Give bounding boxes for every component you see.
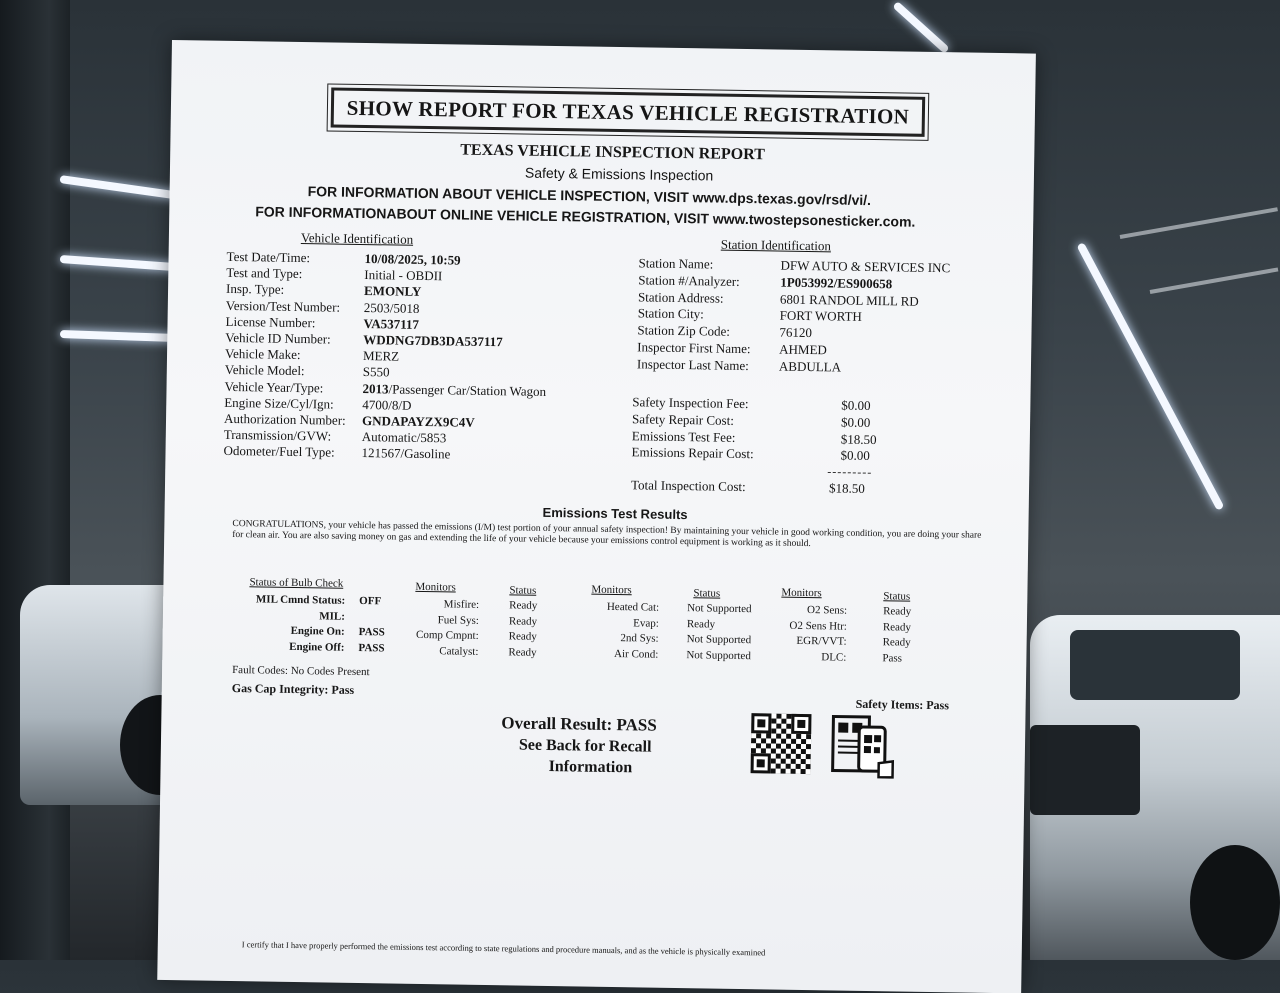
- monitor-status: Not Supported: [687, 602, 752, 615]
- monitor-name: O2 Sens Htr:: [763, 619, 847, 632]
- bulb-check-value: PASS: [359, 626, 385, 638]
- station-field-value: ABDULLA: [779, 358, 841, 375]
- vehicle-field-value: 2503/5018: [364, 300, 420, 317]
- fee-label: Safety Repair Cost:: [632, 411, 734, 429]
- car-tire: [1190, 845, 1280, 960]
- monitor-name: 2nd Sys:: [573, 631, 659, 644]
- emissions-heading: Emissions Test Results: [543, 505, 688, 522]
- vehicle-field-value: VA537117: [363, 316, 419, 333]
- monitor-status: Not Supported: [687, 633, 752, 646]
- fee-value: $0.00: [841, 398, 870, 414]
- recall-line-2: Information: [548, 758, 632, 777]
- monitor-name: Heated Cat:: [573, 600, 659, 613]
- visit-line-1: FOR INFORMATION ABOUT VEHICLE INSPECTION, VISIT www.dps.texas.gov/rsd/vi/.: [308, 183, 872, 208]
- vehicle-field-label: Transmission/GVW:: [224, 427, 332, 445]
- bulb-check-label: MIL:: [241, 609, 345, 623]
- station-field-value: DFW AUTO & SERVICES INC: [780, 258, 950, 277]
- monitor-status: Ready: [883, 636, 911, 648]
- report-banner: SHOW REPORT FOR TEXAS VEHICLE REGISTRATION: [331, 88, 926, 137]
- vehicle-field-value: Initial - OBDII: [364, 267, 442, 284]
- monitor-name: Misfire:: [397, 598, 479, 611]
- vehicle-field-label: License Number:: [225, 314, 315, 331]
- status-header: Status: [509, 584, 536, 596]
- certification-footer: I certify that I have properly performed the emissions test according to state regulations and procedure manuals, and as the vehicle is physically examined: [242, 939, 766, 957]
- vehicle-field-value: 121567/Gasoline: [361, 445, 450, 462]
- safety-items-result: Safety Items: Pass: [856, 697, 950, 713]
- monitor-name: DLC:: [762, 650, 846, 663]
- vehicle-field-value: MERZ: [363, 348, 399, 365]
- inspection-report-paper: [157, 40, 1036, 993]
- phone-scan-qr-icon: [828, 710, 899, 781]
- monitors-header: Monitors: [591, 584, 632, 597]
- fee-label: Emissions Test Fee:: [632, 428, 736, 446]
- vehicle-field-label: Insp. Type:: [226, 281, 284, 298]
- vehicle-field-value: 4700/8/D: [362, 397, 411, 414]
- station-identification-heading: Station Identification: [721, 237, 831, 255]
- vehicle-field-value: GNDAPAYZX9C4V: [362, 413, 475, 431]
- parked-car-right: [1030, 615, 1280, 960]
- bulb-check-label: MIL Cmnd Status:: [241, 593, 345, 607]
- monitor-name: Air Cond:: [572, 647, 658, 660]
- vehicle-field-value: WDDNG7DB3DA537117: [363, 332, 503, 350]
- vehicle-field-label: Test Date/Time:: [226, 249, 310, 266]
- monitor-status: Ready: [883, 605, 911, 617]
- vehicle-field-label: Test and Type:: [226, 265, 302, 282]
- recall-line-1: See Back for Recall: [519, 737, 652, 757]
- bulb-check-value: OFF: [359, 595, 381, 607]
- vehicle-field-label: Odometer/Fuel Type:: [223, 443, 334, 461]
- vehicle-field-label: Vehicle ID Number:: [225, 330, 331, 348]
- monitor-status: Pass: [882, 652, 902, 664]
- fee-label: Emissions Repair Cost:: [631, 445, 753, 463]
- ceiling-light: [892, 1, 949, 54]
- car-window: [1070, 630, 1240, 700]
- status-header: Status: [883, 590, 910, 602]
- vehicle-type: /Passenger Car/Station Wagon: [388, 381, 546, 398]
- monitor-status: Ready: [509, 630, 537, 642]
- ceiling-light: [60, 255, 180, 271]
- overall-result: Overall Result: PASS: [501, 713, 657, 735]
- station-field-value: FORT WORTH: [780, 308, 862, 325]
- fee-label: Safety Inspection Fee:: [632, 394, 748, 412]
- monitors-header: Monitors: [781, 587, 822, 600]
- monitor-name: EGR/VVT:: [763, 634, 847, 647]
- vehicle-field-label: Vehicle Make:: [225, 346, 301, 363]
- monitor-name: Comp Cmpnt:: [397, 629, 479, 642]
- bulb-check-label: Engine Off:: [240, 640, 344, 654]
- report-subtitle: Safety & Emissions Inspection: [525, 165, 714, 184]
- station-field-label: Station #/Analyzer:: [638, 272, 740, 290]
- station-field-value: AHMED: [779, 342, 827, 359]
- monitor-name: Evap:: [573, 616, 659, 629]
- monitor-status: Ready: [508, 646, 536, 658]
- visit-line-2: FOR INFORMATIONABOUT ONLINE VEHICLE REGISTRATION, VISIT www.twostepsonesticker.com.: [255, 203, 915, 229]
- station-field-label: Inspector First Name:: [637, 339, 751, 357]
- station-field-label: Station City:: [638, 306, 704, 323]
- monitor-name: Fuel Sys:: [397, 613, 479, 626]
- vehicle-field-value: S550: [363, 364, 390, 380]
- monitor-status: Ready: [687, 618, 715, 630]
- vehicle-year: 2013: [362, 381, 388, 396]
- fee-value: $0.00: [840, 448, 869, 464]
- bulb-check-label: Engine On:: [241, 624, 345, 638]
- station-field-value: 76120: [779, 325, 812, 342]
- monitor-status: Ready: [883, 621, 911, 633]
- monitor-status: Ready: [509, 599, 537, 611]
- bulb-check-value: PASS: [358, 642, 384, 654]
- total-cost-value: $18.50: [829, 480, 865, 497]
- vehicle-field-label: Vehicle Model:: [225, 362, 305, 379]
- monitors-header: Monitors: [415, 581, 456, 594]
- fee-value: $18.50: [841, 431, 877, 448]
- status-header: Status: [693, 587, 720, 599]
- station-field-value: 1P053992/ES900658: [780, 274, 892, 292]
- vehicle-identification-heading: Vehicle Identification: [301, 230, 414, 248]
- station-field-label: Station Address:: [638, 289, 724, 306]
- vehicle-field-label: Version/Test Number:: [226, 297, 341, 315]
- station-field-label: Inspector Last Name:: [637, 356, 749, 374]
- car-grille: [1030, 725, 1140, 815]
- monitor-status: Ready: [509, 615, 537, 627]
- vehicle-field-value: 10/08/2025, 10:59: [364, 251, 460, 269]
- vehicle-field-value: Automatic/5853: [362, 429, 447, 446]
- report-title: TEXAS VEHICLE INSPECTION REPORT: [460, 142, 765, 165]
- bulb-check-heading: Status of Bulb Check: [249, 576, 343, 589]
- vehicle-field-label: Vehicle Year/Type:: [224, 378, 323, 396]
- ceiling-light: [60, 330, 180, 342]
- vehicle-field-label: Engine Size/Cyl/Ign:: [224, 395, 334, 413]
- monitor-name: Catalyst:: [396, 644, 478, 657]
- fault-codes: Fault Codes: No Codes Present: [232, 664, 370, 678]
- monitor-name: O2 Sens:: [763, 603, 847, 616]
- window-pillar: [0, 0, 70, 960]
- vehicle-field-label: Authorization Number:: [224, 411, 346, 429]
- fee-separator: ---------: [827, 464, 872, 480]
- emissions-message: CONGRATULATIONS, your vehicle has passed the emissions (I/M) test portion of your annual safety inspection! By maintaining your vehicle in good working condition, you are doing your share for clean air. You are also saving money on gas and extending the life of your vehicle because your emissions control equipment is working as it should.: [232, 519, 992, 553]
- vehicle-field-value: EMONLY: [364, 283, 422, 300]
- total-cost-label: Total Inspection Cost:: [631, 477, 746, 495]
- ceiling-rail: [1120, 207, 1278, 239]
- ceiling-rail: [1150, 267, 1279, 294]
- station-field-value: 6801 RANDOL MILL RD: [780, 291, 919, 309]
- gas-cap-integrity: Gas Cap Integrity: Pass: [232, 681, 355, 698]
- fee-value: $0.00: [841, 414, 870, 430]
- station-field-label: Station Zip Code:: [637, 323, 730, 340]
- qr-code-icon: [751, 713, 812, 774]
- monitor-status: Not Supported: [686, 649, 751, 662]
- station-field-label: Station Name:: [638, 255, 713, 272]
